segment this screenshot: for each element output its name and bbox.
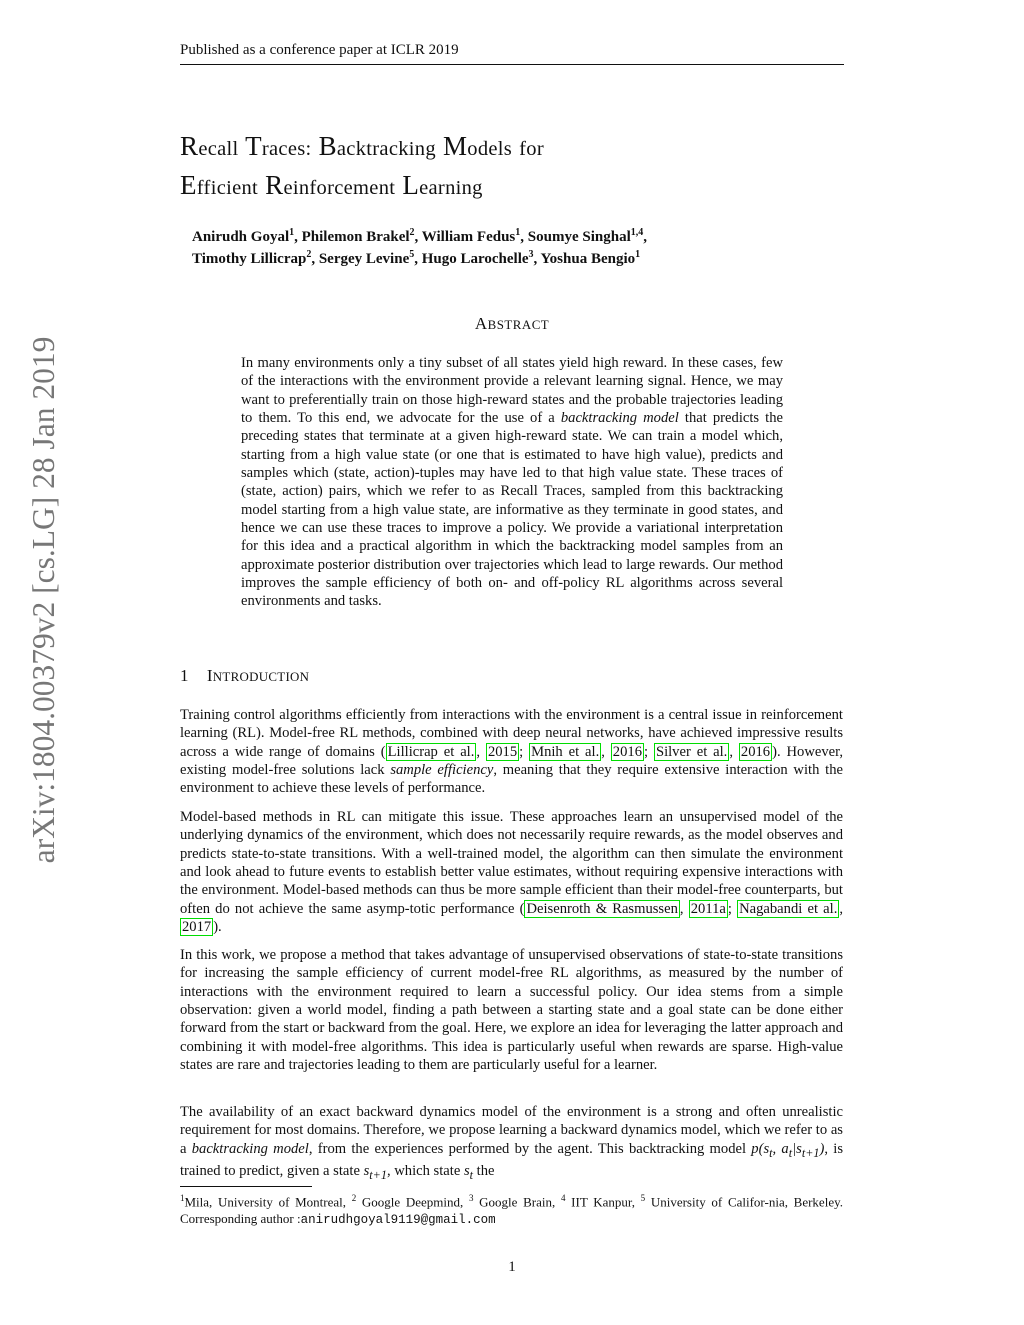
title-line-2: Efficient Reinforcement Learning (180, 170, 483, 200)
section-heading-introduction: 1 INTRODUCTION (180, 666, 310, 685)
author: Philemon Brakel (301, 229, 410, 245)
author: Sergey Levine (318, 251, 410, 267)
citation-link[interactable]: Deisenroth & Rasmussen (526, 900, 678, 917)
citation-link[interactable]: Silver et al. (655, 743, 728, 760)
intro-paragraph-3: In this work, we propose a method that takes advantage of unsupervised observations of state-to-state transitions for increasing the sample efficiency of current model-free RL algorithms, as measured by the number of interactions with the environment required to learn a successful policy. Our idea stems from a simple observation: given a world model, finding a path between a starting state and a goal state can be done either forward from the start or backward from the goal. Here, we explore an idea for leveraging the latter approach and combining it with model-free algorithms. This idea is particularly useful when rewards are sparse. High-value states are rare and trajectories leading to them are particularly useful for a learner. (180, 947, 843, 1074)
intro-paragraph-2: Model-based methods in RL can mitigate this issue. These approaches learn an unsupervised model of the underlying dynamics of the environment, which does not necessarily require rewards, as the model observes and predicts state-to-state transitions. With a well-trained model, the algorithm can then simulate the environment and look ahead to future events to establish better value estimates, without requiring expensive interactions with the environment. Model-based methods can thus be more sample efficient than their model-free counterparts, but often do not achieve the same asymp-totic performance ( Deisenroth & Rasmussen , 2011a ; Nagabandi et al. , 2017 ). (180, 809, 844, 936)
intro-paragraph-4: The availability of an exact backward dynamics model of the environment is a strong and often unrealistic requirement for most domains. Therefore, we propose learning a backward dynamics model, which we refer to as a backtracking model, from the experiences performed by the agent. This backtracking model $p(s_t$, $a_t|s_{t+1}$), is trained to predict, given a state $s_{t+1}$, which state $s_t$ the (180, 1104, 844, 1182)
abstract-body: In many environments only a tiny subset of all states yield high reward. In these cases, few of the interactions with the environment provide a relevant learning signal. Hence, we may want to preferentially train on those high-reward states and the probable trajectories leading to them. To this end, we advocate for the use of a backtracking model that predicts the preceding states that terminate at a given high-reward state. We can train a model which, starting from a high value state (or one that is estimated to have high value), predicts and samples which (state, action)-tuples may have led to that high value state. These traces of (state, action) pairs, which we refer to as Recall Traces, sampled from this backtracking model starting from a high value state, are informative as they terminate in good states, and hence we can use these traces to improve a policy. We provide a variational interpretation for this idea and a practical algorithm in which the backtracking model samples from an approximate posterior distribution over trajectories which lead to large rewards. Our method improves the sample efficiency of both on- and off-policy RL algorithms across several environments and tasks. (241, 355, 784, 610)
title-line-1: Recall Traces: Backtracking Models for (180, 131, 544, 161)
page-number: 1 (508, 1259, 516, 1275)
author: Hugo Larochelle (421, 251, 529, 267)
citation-link[interactable]: 2011a (690, 900, 726, 917)
citation-link[interactable]: 2016 (740, 743, 771, 760)
footnote: $^1$Mila, University of Montreal, $^2$ Google Deepmind, $^3$ Google Brain, $^4$ IIT Kanpur, $^5$ University of Califor-nia, Berkeley. Corresponding author :anirudhgoyal9119@gmail.com (180, 1193, 843, 1228)
author: Timothy Lillicrap (192, 251, 307, 267)
math-expression: $s_{t+1}$ (363, 1162, 387, 1182)
email-link[interactable]: anirudhgoyal9119@gmail.com (300, 1213, 496, 1228)
citation-link[interactable]: 2015 (487, 743, 518, 760)
footnote-rule (180, 1186, 312, 1187)
author: William Fedus (421, 229, 516, 245)
math-expression: $s_t$ (463, 1162, 474, 1182)
paper-title (180, 128, 844, 206)
running-header: Published as a conference paper at ICLR 2019 (180, 42, 459, 58)
citation-link[interactable]: Lillicrap et al. (387, 743, 475, 760)
citation-link[interactable]: 2017 (182, 919, 212, 936)
citation-link[interactable]: 2016 (612, 743, 642, 760)
citation-link[interactable]: Mnih et al. (531, 743, 600, 760)
author-list: Anirudh Goyal$^1$, Philemon Brakel$^2$, William Fedus$^1$, Soumye Singhal$^{1,4}$, Timothy Lillicrap$^2$, Sergey Levine$^5$, Hugo Larochelle$^3$, Yoshua Bengio$^1$ (192, 227, 647, 267)
abstract-heading: ABSTRACT (474, 314, 550, 333)
citation-link[interactable]: Nagabandi et al. (739, 900, 838, 917)
arxiv-stamp: arXiv:1804.00379v2 [cs.LG] 28 Jan 2019 (26, 336, 61, 864)
header-rule (180, 64, 844, 65)
author: Anirudh Goyal (192, 229, 290, 245)
intro-paragraph-1: Training control algorithms efficiently from interactions with the environment is a central issue in reinforcement learning (RL). Model-free RL methods, combined with deep neural networks, have achieved impressive results across a wide range of domains ( Lillicrap et al. , 2015 ; Mnih et al. , 2016 ; Silver et al. , 2016 ). However, existing model-free solutions lack sample efficiency, meaning that they require extensive interaction with the environment to achieve these levels of performance. (180, 707, 844, 797)
author: Soumye Singhal (527, 229, 631, 245)
author: Yoshua Bengio (540, 251, 636, 267)
math-expression: $p(s_t$, $a_t|s_{t+1}$) (751, 1140, 825, 1160)
